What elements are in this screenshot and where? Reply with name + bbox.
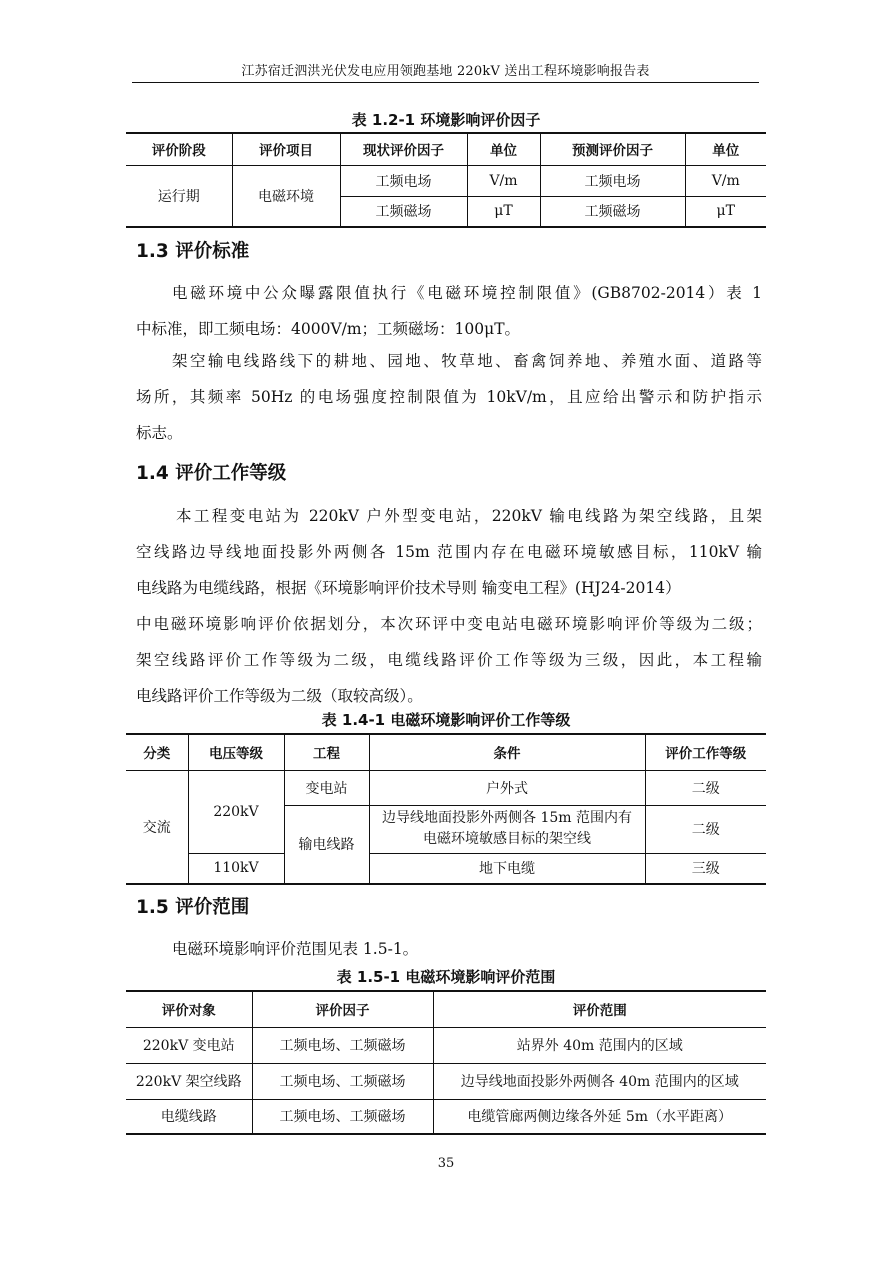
table-3-cell: 边导线地面投影外两侧各 40m 范围内的区域 — [433, 1063, 766, 1099]
table-row — [126, 1063, 766, 1099]
text-line: 中标准，即工频电场：4000V/m；工频磁场：100μT。 — [136, 320, 521, 338]
table-1-item: 电磁环境 — [232, 165, 340, 227]
table-row — [126, 770, 766, 805]
table-2-header-condition: 条件 — [369, 734, 645, 770]
table-2-condition-1: 户外式 — [369, 770, 645, 805]
table-2-grade-2: 二级 — [645, 805, 766, 853]
table-2 — [126, 733, 766, 885]
table-2-condition-2-line-2: 电磁环境敏感目标的架空线 — [423, 831, 591, 847]
table-3-header-factor: 评价因子 — [252, 991, 433, 1027]
table-3-cell: 电缆线路 — [126, 1099, 252, 1134]
section-heading-1-3: 1.3 评价标准 — [136, 241, 250, 262]
table-2-project-substation: 变电站 — [284, 770, 369, 805]
table-1-header-stage: 评价阶段 — [126, 133, 232, 165]
table-1-stage: 运行期 — [126, 165, 232, 227]
table-2-grade-1: 二级 — [645, 770, 766, 805]
table-3-cell: 220kV 架空线路 — [126, 1063, 252, 1099]
table-row — [126, 1027, 766, 1063]
table-1-cell: μT — [685, 196, 766, 227]
text-line: 空线路边导线地面投影外两侧各 15m 范围内存在电磁环境敏感目标，110kV 输 — [136, 543, 762, 561]
table-1-cell: 工频电场 — [540, 165, 685, 196]
table-1-header-current-unit: 单位 — [467, 133, 540, 165]
text-line: 标志。 — [136, 424, 183, 442]
table-2-caption: 表 1.4-1 电磁环境影响评价工作等级 — [321, 711, 571, 729]
table-1-header-current-factor: 现状评价因子 — [340, 133, 467, 165]
text-line: 电磁环境中公众曝露限值执行《电磁环境控制限值》(GB8702-2014）表 1 — [172, 284, 762, 302]
table-1-cell: V/m — [685, 165, 766, 196]
table-1-header-predicted-factor: 预测评价因子 — [540, 133, 685, 165]
table-1-cell: μT — [467, 196, 540, 227]
table-3-cell: 220kV 变电站 — [126, 1027, 252, 1063]
table-3-header-scope: 评价范围 — [433, 991, 766, 1027]
page-number: 35 — [437, 1156, 455, 1171]
table-3-cell: 工频电场、工频磁场 — [252, 1063, 433, 1099]
table-3-cell: 工频电场、工频磁场 — [252, 1027, 433, 1063]
section-heading-1-5: 1.5 评价范围 — [136, 897, 250, 918]
table-2-voltage-110: 110kV — [188, 853, 284, 884]
table-3-caption: 表 1.5-1 电磁环境影响评价范围 — [336, 968, 556, 986]
section-1-5-paragraph-1 — [136, 931, 762, 967]
table-row — [126, 1099, 766, 1134]
table-3-cell: 电缆管廊两侧边缘各外延 5m（水平距离） — [433, 1099, 766, 1134]
table-2-header-project: 工程 — [284, 734, 369, 770]
header-rule — [132, 82, 759, 83]
table-1-cell: 工频电场 — [340, 165, 467, 196]
table-3-header-object: 评价对象 — [126, 991, 252, 1027]
section-1-4-paragraph-1 — [136, 498, 762, 714]
section-1-3-paragraph-1 — [136, 275, 762, 347]
table-row — [126, 165, 766, 196]
table-2-condition-3: 地下电缆 — [369, 853, 645, 884]
table-row — [126, 853, 766, 884]
text-line: 电线路为电缆线路，根据《环境影响评价技术导则 输变电工程》(HJ24-2014） — [136, 579, 681, 597]
section-heading-1-4: 1.4 评价工作等级 — [136, 463, 287, 484]
table-2-project-line: 输电线路 — [284, 805, 369, 884]
table-2-grade-3: 三级 — [645, 853, 766, 884]
table-3-cell: 站界外 40m 范围内的区域 — [433, 1027, 766, 1063]
table-3 — [126, 990, 766, 1135]
text-line: 电线路评价工作等级为二级（取较高级）。 — [136, 687, 423, 705]
text-line: 场所，其频率 50Hz 的电场强度控制限值为 10kV/m，且应给出警示和防护指示 — [136, 388, 762, 406]
text-line: 本工程变电站为 220kV 户外型变电站，220kV 输电线路为架空线路，且架 — [176, 507, 762, 525]
table-2-condition-2 — [369, 805, 645, 853]
table-1-cell: V/m — [467, 165, 540, 196]
table-1 — [126, 132, 766, 228]
table-2-header-grade: 评价工作等级 — [645, 734, 766, 770]
running-header: 江苏宿迁泗洪光伏发电应用领跑基地 220kV 送出工程环境影响报告表 — [241, 64, 650, 79]
table-1-header-predicted-unit: 单位 — [685, 133, 766, 165]
table-1-cell: 工频磁场 — [540, 196, 685, 227]
table-2-header-voltage: 电压等级 — [188, 734, 284, 770]
table-2-condition-2-line-1: 边导线地面投影外两侧各 15m 范围内有 — [382, 810, 632, 826]
text-line: 电磁环境影响评价范围见表 1.5-1。 — [172, 940, 419, 958]
table-1-header-item: 评价项目 — [232, 133, 340, 165]
text-line: 架空线路评价工作等级为二级，电缆线路评价工作等级为三级，因此，本工程输 — [136, 651, 762, 669]
table-1-cell: 工频磁场 — [340, 196, 467, 227]
section-1-3-paragraph-2 — [136, 343, 762, 451]
text-line: 架空输电线路线下的耕地、园地、牧草地、畜禽饲养地、养殖水面、道路等 — [172, 352, 762, 370]
table-2-voltage-220: 220kV — [188, 770, 284, 853]
table-2-header-category: 分类 — [126, 734, 188, 770]
table-2-category: 交流 — [126, 770, 188, 884]
table-3-cell: 工频电场、工频磁场 — [252, 1099, 433, 1134]
table-1-caption: 表 1.2-1 环境影响评价因子 — [351, 111, 541, 129]
text-line: 中电磁环境影响评价依据划分，本次环评中变电站电磁环境影响评价等级为二级； — [136, 615, 762, 633]
